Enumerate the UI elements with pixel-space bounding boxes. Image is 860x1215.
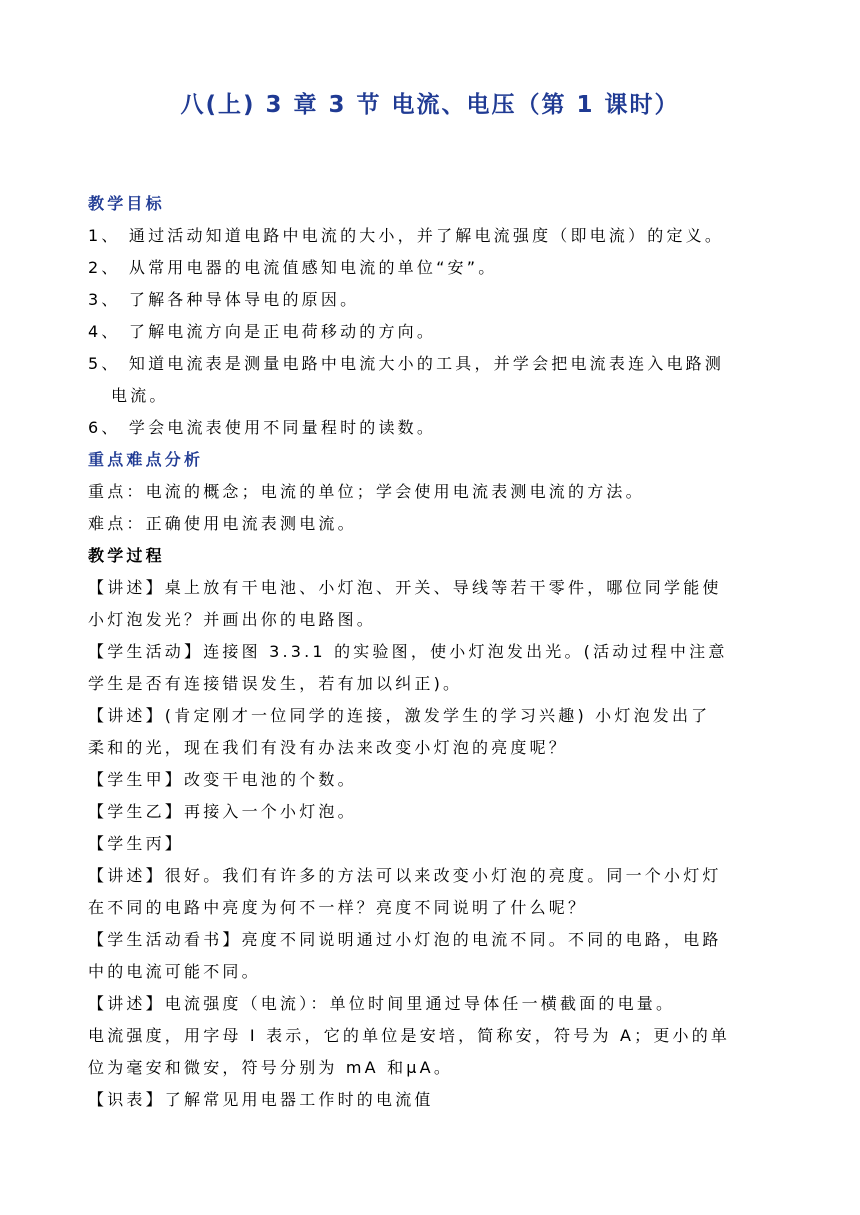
process-line: 位为毫安和微安，符号分别为 mA 和μA。 bbox=[88, 1058, 454, 1077]
difficulty-text: 难点：正确使用电流表测电流。 bbox=[88, 514, 357, 533]
process-line: 【讲述】很好。我们有许多的方法可以来改变小灯泡的亮度。同一个小灯灯 bbox=[88, 866, 722, 885]
process-line: 在不同的电路中亮度为何不一样？亮度不同说明了什么呢？ bbox=[88, 898, 588, 917]
process-line: 电流强度，用字母 I 表示，它的单位是安培，简称安，符号为 A；更小的单 bbox=[88, 1026, 731, 1045]
process-line: 【识表】了解常见用电器工作时的电流值 bbox=[88, 1090, 434, 1109]
process-line: 【讲述】桌上放有干电池、小灯泡、开关、导线等若干零件，哪位同学能使 bbox=[88, 578, 722, 597]
objective-item: 5、 知道电流表是测量电路中电流大小的工具，并学会把电流表连入电路测 bbox=[88, 354, 725, 373]
process-line: 【学生活动看书】亮度不同说明通过小灯泡的电流不同。不同的电路，电路 bbox=[88, 930, 722, 949]
objective-item: 6、 学会电流表使用不同量程时的读数。 bbox=[88, 418, 437, 437]
process-line: 【讲述】(肯定刚才一位同学的连接，激发学生的学习兴趣) 小灯泡发出了 bbox=[88, 706, 711, 725]
objective-item: 4、 了解电流方向是正电荷移动的方向。 bbox=[88, 322, 437, 341]
key-points-heading: 重点难点分析 bbox=[88, 450, 204, 469]
focus-text: 重点：电流的概念；电流的单位；学会使用电流表测电流的方法。 bbox=[88, 482, 645, 501]
process-line: 【学生甲】改变干电池的个数。 bbox=[88, 770, 357, 789]
page-title: 八(上) 3 章 3 节 电流、电压（第 1 课时） bbox=[180, 92, 680, 118]
process-line: 【学生丙】 bbox=[88, 834, 185, 853]
process-line: 【讲述】电流强度（电流）：单位时间里通过导体任一横截面的电量。 bbox=[88, 994, 676, 1013]
process-line: 学生是否有连接错误发生，若有加以纠正)。 bbox=[88, 674, 463, 693]
process-line: 柔和的光，现在我们有没有办法来改变小灯泡的亮度呢？ bbox=[88, 738, 569, 757]
process-heading: 教学过程 bbox=[88, 546, 165, 565]
process-line: 中的电流可能不同。 bbox=[88, 962, 261, 981]
objective-item: 3、 了解各种导体导电的原因。 bbox=[88, 290, 360, 309]
process-line: 【学生活动】连接图 3.3.1 的实验图，使小灯泡发出光。(活动过程中注意 bbox=[88, 642, 728, 661]
process-line: 【学生乙】再接入一个小灯泡。 bbox=[88, 802, 357, 821]
objective-item-continuation: 电流。 bbox=[111, 386, 169, 405]
objective-item: 1、 通过活动知道电路中电流的大小，并了解电流强度（即电流）的定义。 bbox=[88, 226, 725, 245]
objectives-heading: 教学目标 bbox=[88, 194, 165, 213]
document-body bbox=[88, 188, 788, 1116]
objective-item: 2、 从常用电器的电流值感知电流的单位“安”。 bbox=[88, 258, 498, 277]
process-line: 小灯泡发光？并画出你的电路图。 bbox=[88, 610, 377, 629]
